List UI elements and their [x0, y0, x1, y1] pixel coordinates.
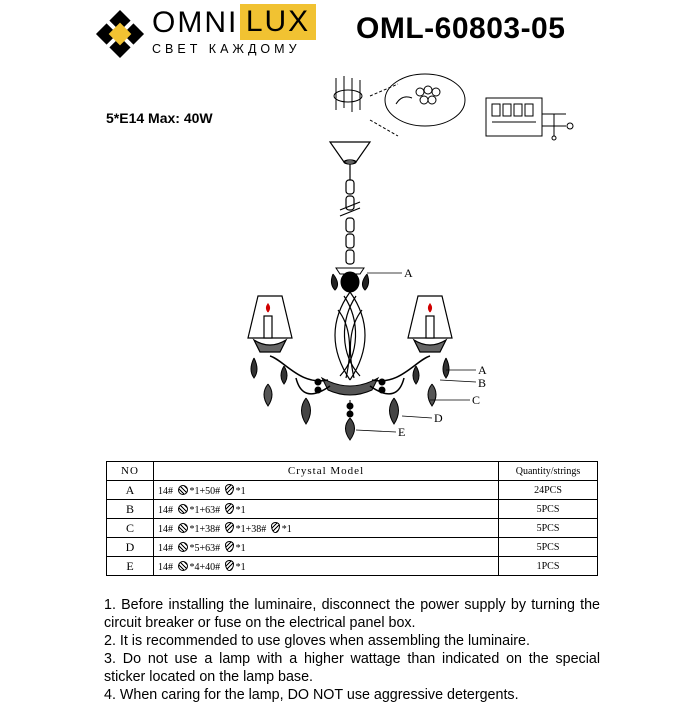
header-quantity: Quantity/strings — [499, 462, 598, 481]
round-crystal-icon — [178, 504, 188, 514]
callout-label-d: D — [434, 411, 443, 425]
round-crystal-icon — [178, 561, 188, 571]
row-no: C — [107, 519, 154, 538]
brand-tagline: СВЕТ КАЖДОМУ — [152, 42, 301, 56]
row-model: 14# *1+63# *1 — [154, 500, 499, 519]
canopy-and-chain — [330, 142, 370, 264]
central-column — [335, 292, 365, 380]
crystal-table — [106, 461, 598, 576]
brand-name-lux: LUX — [240, 4, 316, 40]
drop-crystal-icon — [225, 541, 234, 552]
callout-label-a-top: A — [404, 266, 413, 280]
bottom-bowl — [322, 378, 378, 416]
round-crystal-icon — [178, 542, 188, 552]
safety-notes — [104, 596, 600, 704]
drop-crystal-icon — [271, 522, 280, 533]
table-header-row — [107, 462, 598, 481]
row-model: 14# *5+63# *1 — [154, 538, 499, 557]
chandelier-diagram — [0, 60, 700, 460]
model-code: OML-60803-05 — [356, 12, 566, 45]
header-no: NO — [107, 462, 154, 481]
callout-label-c: C — [472, 393, 481, 407]
row-no: E — [107, 557, 154, 576]
drop-crystal-icon — [225, 484, 234, 495]
callout-labels — [398, 266, 487, 439]
ceiling-mount-detail — [334, 74, 465, 136]
header-crystal-model: Crystal Model — [154, 462, 499, 481]
row-qty: 24PCS — [499, 481, 598, 500]
table-row — [107, 538, 598, 557]
table-row — [107, 557, 598, 576]
row-model: 14# *1+50# *1 — [154, 481, 499, 500]
drop-crystal-icon — [225, 522, 234, 533]
callout-lines — [356, 273, 476, 432]
bulb-spec: 5*E14 Max: 40W — [106, 110, 213, 126]
round-crystal-icon — [178, 523, 188, 533]
row-model: 14# *4+40# *1 — [154, 557, 499, 576]
row-model: 14# *1+38# *1+38# *1 — [154, 519, 499, 538]
hanging-crystals — [251, 358, 449, 440]
drop-crystal-icon — [225, 560, 234, 571]
row-qty: 5PCS — [499, 538, 598, 557]
drop-crystal-icon — [225, 503, 234, 514]
row-qty: 5PCS — [499, 500, 598, 519]
brand-name-omni: OMNI — [152, 6, 239, 39]
callout-label-b: B — [478, 376, 487, 390]
row-no: A — [107, 481, 154, 500]
table-row — [107, 500, 598, 519]
upper-cup — [331, 268, 368, 292]
note-2: 2. It is recommended to use gloves when assembling the luminaire. — [104, 633, 530, 649]
note-3: 3. Do not use a lamp with a higher wattage than indicated on the special sticker located on the lamp base. — [104, 651, 600, 685]
row-qty: 5PCS — [499, 519, 598, 538]
callout-label-e: E — [398, 425, 406, 439]
wiring-block-detail — [486, 98, 573, 140]
note-1: 1. Before installing the luminaire, disconnect the power supply by turning the circuit breaker or fuse on the electrical panel box. — [104, 597, 600, 631]
row-qty: 1PCS — [499, 557, 598, 576]
row-no: D — [107, 538, 154, 557]
row-no: B — [107, 500, 154, 519]
callout-label-a-arm: A — [478, 363, 487, 377]
table-row — [107, 519, 598, 538]
note-4: 4. When caring for the lamp, DO NOT use aggressive detergents. — [104, 687, 519, 703]
round-crystal-icon — [178, 485, 188, 495]
table-row — [107, 481, 598, 500]
